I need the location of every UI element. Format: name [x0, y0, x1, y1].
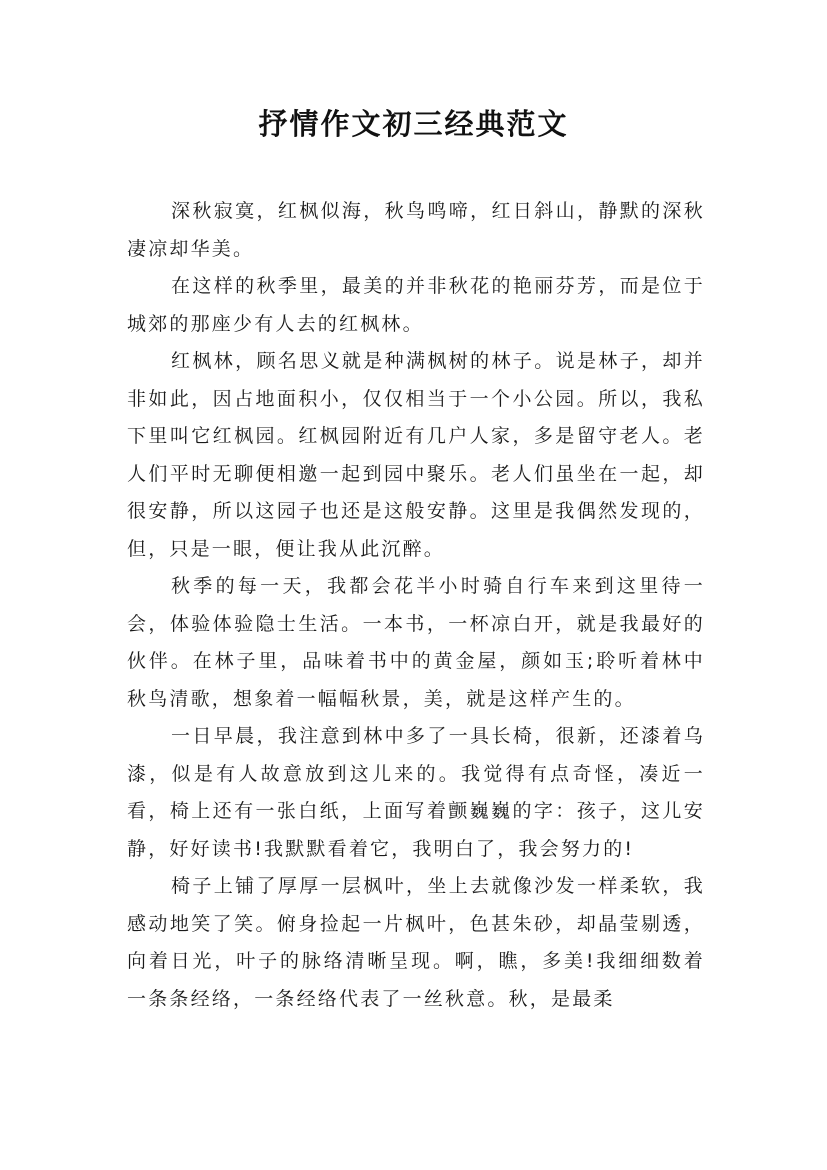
- paragraph: 秋季的每一天，我都会花半小时骑自行车来到这里待一会，体验体验隐士生活。一本书，一杯凉白开，就是我最好的伙伴。在林子里，品味着书中的黄金屋，颜如玉;聆听着林中秋鸟清歌，想象着一幅幅秋景，美，就是这样产生的。: [127, 575, 705, 710]
- document-title: 抒情作文初三经典范文: [258, 107, 569, 141]
- document-body: [127, 193, 705, 1018]
- paragraph: 在这样的秋季里，最美的并非秋花的艳丽芬芳，而是位于城郊的那座少有人去的红枫林。: [127, 275, 705, 335]
- paragraph: 椅子上铺了厚厚一层枫叶，坐上去就像沙发一样柔软，我感动地笑了笑。俯身捡起一片枫叶，色甚朱砂，却晶莹剔透，向着日光，叶子的脉络清晰呈现。啊，瞧，多美!我细细数着一条条经络，一条经络代表了一丝秋意。秋，是最柔: [127, 875, 705, 1010]
- paragraph: 红枫林，顾名思义就是种满枫树的林子。说是林子，却并非如此，因占地面积小，仅仅相当于一个小公园。所以，我私下里叫它红枫园。红枫园附近有几户人家，多是留守老人。老人们平时无聊便相邀一起到园中聚乐。老人们虽坐在一起，却很安静，所以这园子也还是这般安静。这里是我偶然发现的，但，只是一眼，便让我从此沉醉。: [127, 350, 705, 560]
- paragraph: 深秋寂寞，红枫似海，秋鸟鸣啼，红日斜山，静默的深秋凄凉却华美。: [127, 200, 705, 260]
- paragraph: 一日早晨，我注意到林中多了一具长椅，很新，还漆着乌漆，似是有人故意放到这儿来的。我觉得有点奇怪，凑近一看，椅上还有一张白纸，上面写着颤巍巍的字：孩子，这儿安静，好好读书!我默默看着它，我明白了，我会努力的!: [127, 725, 705, 860]
